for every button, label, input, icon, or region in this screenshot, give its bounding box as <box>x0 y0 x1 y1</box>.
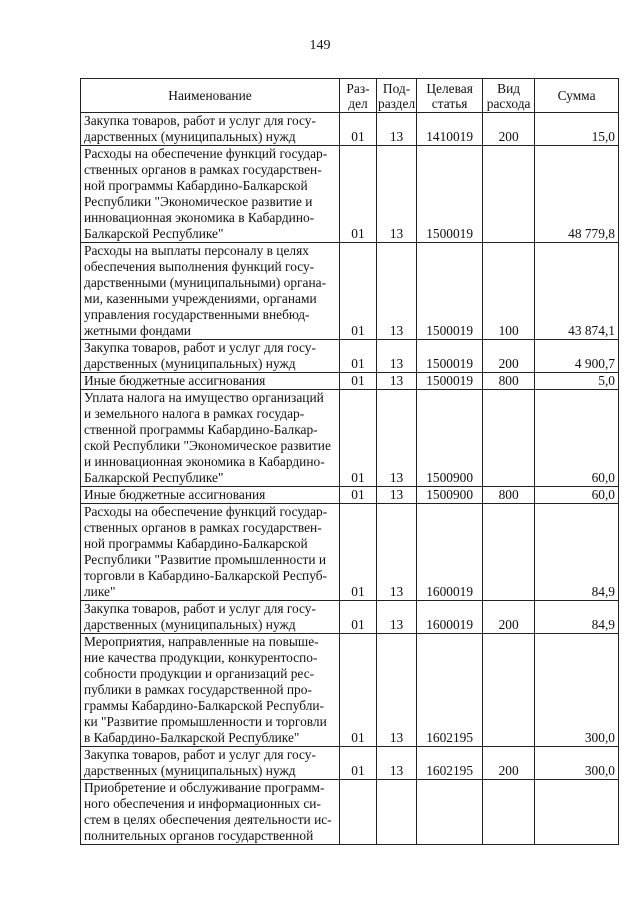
cell-vid <box>483 390 535 487</box>
table-header-row <box>81 79 619 113</box>
header-vid: Вид расхода <box>483 79 535 113</box>
table-row <box>81 601 619 634</box>
cell-razdel: 01 <box>340 390 377 487</box>
cell-podrazdel: 13 <box>377 243 417 340</box>
cell-vid: 200 <box>483 113 535 146</box>
cell-razdel: 01 <box>340 601 377 634</box>
cell-podrazdel: 13 <box>377 601 417 634</box>
cell-vid <box>483 780 535 845</box>
cell-podrazdel: 13 <box>377 634 417 747</box>
cell-name: Закупка товаров, работ и услуг для госу- дарственных (муниципальных) нужд <box>81 340 340 373</box>
cell-name: Закупка товаров, работ и услуг для госу- дарственных (муниципальных) нужд <box>81 113 340 146</box>
cell-vid: 100 <box>483 243 535 340</box>
cell-statya: 1500900 <box>417 390 483 487</box>
cell-name: Иные бюджетные ассигнования <box>81 373 340 390</box>
header-razdel: Раз- дел <box>340 79 377 113</box>
cell-razdel: 01 <box>340 504 377 601</box>
cell-vid <box>483 146 535 243</box>
cell-podrazdel: 13 <box>377 747 417 780</box>
cell-summa: 4 900,7 <box>535 340 619 373</box>
cell-summa: 300,0 <box>535 747 619 780</box>
cell-vid <box>483 634 535 747</box>
cell-podrazdel: 13 <box>377 146 417 243</box>
cell-razdel: 01 <box>340 373 377 390</box>
cell-statya: 1602195 <box>417 747 483 780</box>
cell-summa: 48 779,8 <box>535 146 619 243</box>
cell-name: Расходы на обеспечение функций государ- ственных органов в рамках государствен- ной программы Кабардино-Балкарской Республики "Развитие промышленности и торговли в Кабардино-Балкарской Респуб- лике" <box>81 504 340 601</box>
cell-vid <box>483 504 535 601</box>
cell-statya: 1600019 <box>417 504 483 601</box>
header-podrazdel: Под- раздел <box>378 80 416 111</box>
cell-podrazdel <box>377 780 417 845</box>
table-row <box>81 634 619 747</box>
cell-razdel: 01 <box>340 243 377 340</box>
cell-vid: 200 <box>483 340 535 373</box>
cell-summa: 84,9 <box>535 601 619 634</box>
cell-vid: 200 <box>483 747 535 780</box>
cell-razdel: 01 <box>340 340 377 373</box>
cell-name: Расходы на выплаты персоналу в целях обеспечения выполнения функций госу- дарственными (муниципальными) органа- ми, казенными учреждениями, органами управления государственными внебюд- жетными фондами <box>81 243 340 340</box>
cell-razdel: 01 <box>340 747 377 780</box>
cell-statya: 1500019 <box>417 373 483 390</box>
cell-statya: 1500019 <box>417 146 483 243</box>
cell-statya: 1410019 <box>417 113 483 146</box>
table-row <box>81 504 619 601</box>
cell-summa: 60,0 <box>535 487 619 504</box>
cell-summa: 84,9 <box>535 504 619 601</box>
cell-summa: 5,0 <box>535 373 619 390</box>
cell-podrazdel: 13 <box>377 390 417 487</box>
table-row <box>81 243 619 340</box>
cell-vid: 800 <box>483 373 535 390</box>
table-row <box>81 780 619 845</box>
cell-name: Уплата налога на имущество организаций и земельного налога в рамках государ- ственной программы Кабардино-Балкар- ской Республики "Экономическое развитие и инновационная экономика в Кабардино- Балкарской Республике" <box>81 390 340 487</box>
cell-name: Приобретение и обслуживание программ- ного обеспечения и информационных си- стем в целях обеспечения деятельности ис- полнительных органов государственной <box>81 780 340 845</box>
cell-summa: 43 874,1 <box>535 243 619 340</box>
header-statya: Целевая статья <box>417 79 483 113</box>
cell-statya: 1500900 <box>417 487 483 504</box>
table-row <box>81 390 619 487</box>
cell-summa: 60,0 <box>535 390 619 487</box>
cell-statya: 1500019 <box>417 243 483 340</box>
cell-name: Закупка товаров, работ и услуг для госу- дарственных (муниципальных) нужд <box>81 747 340 780</box>
cell-name: Расходы на обеспечение функций государ- ственных органов в рамках государствен- ной программы Кабардино-Балкарской Республики "Экономическое развитие и инновационная экономика в Кабардино- Балкарской Республике" <box>81 146 340 243</box>
cell-vid: 800 <box>483 487 535 504</box>
table-row <box>81 113 619 146</box>
cell-vid: 200 <box>483 601 535 634</box>
cell-podrazdel: 13 <box>377 504 417 601</box>
cell-podrazdel: 13 <box>377 113 417 146</box>
header-name: Наименование <box>81 79 340 113</box>
header-summa: Сумма <box>535 79 619 113</box>
cell-name: Закупка товаров, работ и услуг для госу- дарственных (муниципальных) нужд <box>81 601 340 634</box>
budget-table <box>80 78 619 845</box>
cell-podrazdel: 13 <box>377 373 417 390</box>
cell-podrazdel: 13 <box>377 487 417 504</box>
cell-razdel: 01 <box>340 487 377 504</box>
cell-podrazdel: 13 <box>377 340 417 373</box>
cell-name: Иные бюджетные ассигнования <box>81 487 340 504</box>
table-row <box>81 146 619 243</box>
cell-summa: 15,0 <box>535 113 619 146</box>
table-row <box>81 373 619 390</box>
cell-summa: 300,0 <box>535 634 619 747</box>
cell-razdel <box>340 780 377 845</box>
cell-statya: 1600019 <box>417 601 483 634</box>
table-row <box>81 340 619 373</box>
cell-statya: 1500019 <box>417 340 483 373</box>
cell-summa <box>535 780 619 845</box>
cell-name: Мероприятия, направленные на повыше- ние качества продукции, конкурентоспо- собности продукции и организаций рес- публики в рамках государственной про- граммы Кабардино-Балкарской Республи- ки "Развитие промышленности и торговли в Кабардино-Балкарской Республике" <box>81 634 340 747</box>
cell-statya <box>417 780 483 845</box>
cell-razdel: 01 <box>340 146 377 243</box>
table-row <box>81 747 619 780</box>
page-number: 149 <box>309 38 331 53</box>
table-row <box>81 487 619 504</box>
cell-statya: 1602195 <box>417 634 483 747</box>
cell-razdel: 01 <box>340 634 377 747</box>
cell-razdel: 01 <box>340 113 377 146</box>
